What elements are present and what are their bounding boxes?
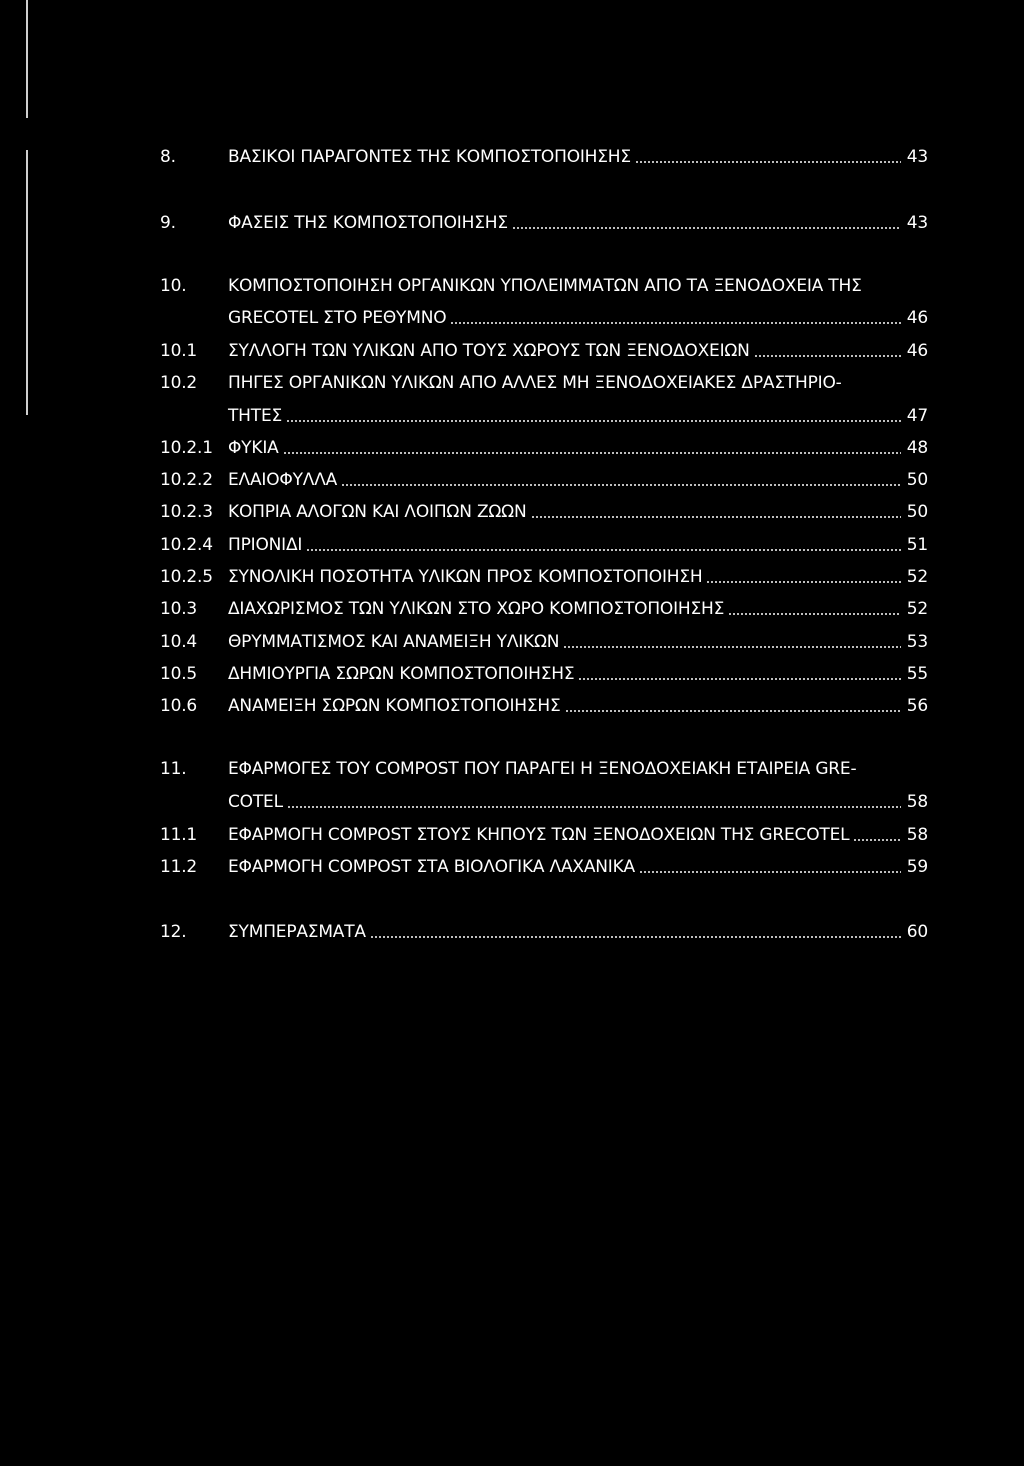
margin-line-middle <box>26 150 28 415</box>
toc-title-line1: ΕΦΑΡΜΟΓΕΣ ΤΟΥ COMPOST ΠΟΥ ΠΑΡΑΓΕΙ Η ΞΕΝΟΔΟΧΕΙΑΚΗ ΕΤΑΙΡΕΙΑ GRE- <box>228 759 857 779</box>
toc-number: 10.4 <box>160 632 198 652</box>
toc-title-line1: ΚΟΜΠΟΣΤΟΠΟΙΗΣΗ ΟΡΓΑΝΙΚΩΝ ΥΠΟΛΕΙΜΜΑΤΩΝ ΑΠΟ ΤΑ ΞΕΝΟΔΟΧΕΙΑ ΤΗΣ <box>228 276 862 296</box>
toc-page: 43 <box>906 213 928 233</box>
toc-entry-10-2-4[interactable] <box>160 531 928 559</box>
toc-number: 10.2.4 <box>160 535 213 555</box>
toc-title: ΦΥΚΙΑ <box>228 438 279 458</box>
toc-title: ΘΡΥΜΜΑΤΙΣΜΟΣ ΚΑΙ ΑΝΑΜΕΙΞΗ ΥΛΙΚΩΝ <box>228 632 560 652</box>
toc-page: 56 <box>906 696 928 716</box>
toc-entry-10-cont[interactable] <box>160 304 928 332</box>
dot-leader <box>370 936 901 938</box>
toc-number: 8. <box>160 147 176 167</box>
dot-leader <box>853 839 901 841</box>
toc-number: 10.2.3 <box>160 502 213 522</box>
toc-entry-8[interactable] <box>160 143 928 171</box>
toc-number: 9. <box>160 213 176 233</box>
toc-entry-11-2[interactable] <box>160 853 928 881</box>
toc-page: 52 <box>906 567 928 587</box>
toc-title: ΕΦΑΡΜΟΓΗ COMPOST ΣΤΑ ΒΙΟΛΟΓΙΚΑ ΛΑΧΑΝΙΚΑ <box>228 857 635 877</box>
toc-number: 12. <box>160 922 187 942</box>
toc-page: 60 <box>906 922 928 942</box>
dot-leader <box>286 420 901 422</box>
toc-title: ΣΥΜΠΕΡΑΣΜΑΤΑ <box>228 922 366 942</box>
toc-page: 51 <box>906 535 928 555</box>
toc-entry-10-2[interactable] <box>160 369 928 397</box>
toc-number: 10.2.2 <box>160 470 213 490</box>
toc-entry-9[interactable] <box>160 209 928 237</box>
toc-page: 46 <box>906 308 928 328</box>
toc-page: 58 <box>906 792 928 812</box>
toc-number: 10. <box>160 276 187 296</box>
toc-title-line1: ΠΗΓΕΣ ΟΡΓΑΝΙΚΩΝ ΥΛΙΚΩΝ ΑΠΟ ΑΛΛΕΣ ΜΗ ΞΕΝΟΔΟΧΕΙΑΚΕΣ ΔΡΑΣΤΗΡΙΟ- <box>228 373 842 393</box>
toc-title-line2: ΤΗΤΕΣ <box>228 406 283 426</box>
toc-title: ΕΦΑΡΜΟΓΗ COMPOST ΣΤΟΥΣ ΚΗΠΟΥΣ ΤΩΝ ΞΕΝΟΔΟΧΕΙΩΝ ΤΗΣ GRECOTEL <box>228 825 850 845</box>
toc-entry-10-2-2[interactable] <box>160 466 928 494</box>
toc-entry-11-cont[interactable] <box>160 788 928 816</box>
toc-entry-10-2-3[interactable] <box>160 498 928 526</box>
toc-page: 53 <box>906 632 928 652</box>
toc-entry-10-3[interactable] <box>160 595 928 623</box>
dot-leader <box>728 613 901 615</box>
toc-entry-10-5[interactable] <box>160 660 928 688</box>
dot-leader <box>635 161 901 163</box>
toc-page: 59 <box>906 857 928 877</box>
toc-title: ΦΑΣΕΙΣ ΤΗΣ ΚΟΜΠΟΣΤΟΠΟΙΗΣΗΣ <box>228 213 508 233</box>
dot-leader <box>341 484 901 486</box>
dot-leader <box>706 581 901 583</box>
toc-entry-10-2-cont[interactable] <box>160 402 928 430</box>
toc-entry-10-2-1[interactable] <box>160 434 928 462</box>
toc-number: 10.2.5 <box>160 567 213 587</box>
toc-title: ΣΥΛΛΟΓΗ ΤΩΝ ΥΛΙΚΩΝ ΑΠΟ ΤΟΥΣ ΧΩΡΟΥΣ ΤΩΝ ΞΕΝΟΔΟΧΕΙΩΝ <box>228 341 750 361</box>
toc-entry-10-1[interactable] <box>160 337 928 365</box>
toc-number: 10.2 <box>160 373 198 393</box>
toc-number: 11. <box>160 759 187 779</box>
dot-leader <box>531 516 902 518</box>
toc-number: 11.1 <box>160 825 198 845</box>
dot-leader <box>306 549 901 551</box>
toc-title: ΒΑΣΙΚΟΙ ΠΑΡΑΓΟΝΤΕΣ ΤΗΣ ΚΟΜΠΟΣΤΟΠΟΙΗΣΗΣ <box>228 147 631 167</box>
dot-leader <box>639 871 901 873</box>
toc-page: 46 <box>906 341 928 361</box>
toc-page: 47 <box>906 406 928 426</box>
toc-entry-12[interactable] <box>160 918 928 946</box>
toc-number: 10.3 <box>160 599 198 619</box>
toc-entry-11[interactable] <box>160 755 928 783</box>
dot-leader <box>578 678 901 680</box>
toc-number: 10.2.1 <box>160 438 213 458</box>
toc-entry-10-6[interactable] <box>160 692 928 720</box>
toc-number: 11.2 <box>160 857 198 877</box>
toc-page: 55 <box>906 664 928 684</box>
toc-entry-10-4[interactable] <box>160 628 928 656</box>
margin-line-top <box>26 0 28 118</box>
toc-title: ΚΟΠΡΙΑ ΑΛΟΓΩΝ ΚΑΙ ΛΟΙΠΩΝ ΖΩΩΝ <box>228 502 527 522</box>
toc-page: 50 <box>906 502 928 522</box>
toc-entry-10-2-5[interactable] <box>160 563 928 591</box>
toc-entry-10[interactable] <box>160 272 928 300</box>
toc-number: 10.1 <box>160 341 198 361</box>
toc-page: 43 <box>906 147 928 167</box>
dot-leader <box>754 355 901 357</box>
toc-page: 50 <box>906 470 928 490</box>
toc-title: ΣΥΝΟΛΙΚΗ ΠΟΣΟΤΗΤΑ ΥΛΙΚΩΝ ΠΡΟΣ ΚΟΜΠΟΣΤΟΠΟΙΗΣΗ <box>228 567 703 587</box>
toc-title: ΔΙΑΧΩΡΙΣΜΟΣ ΤΩΝ ΥΛΙΚΩΝ ΣΤΟ ΧΩΡΟ ΚΟΜΠΟΣΤΟΠΟΙΗΣΗΣ <box>228 599 725 619</box>
toc-number: 10.5 <box>160 664 198 684</box>
dot-leader <box>287 806 901 808</box>
toc-title: ΔΗΜΙΟΥΡΓΙΑ ΣΩΡΩΝ ΚΟΜΠΟΣΤΟΠΟΙΗΣΗΣ <box>228 664 575 684</box>
toc-title-line2: GRECOTEL ΣΤΟ ΡΕΘΥΜΝΟ <box>228 308 447 328</box>
toc-page: 48 <box>906 438 928 458</box>
toc-title: ΑΝΑΜΕΙΞΗ ΣΩΡΩΝ ΚΟΜΠΟΣΤΟΠΟΙΗΣΗΣ <box>228 696 561 716</box>
toc-title-line2: COTEL <box>228 792 283 812</box>
dot-leader <box>283 452 901 454</box>
toc-page: 52 <box>906 599 928 619</box>
toc-number: 10.6 <box>160 696 198 716</box>
dot-leader <box>450 322 901 324</box>
dot-leader <box>563 646 901 648</box>
toc-title: ΠΡΙΟΝΙΔΙ <box>228 535 303 555</box>
dot-leader <box>512 227 901 229</box>
toc-entry-11-1[interactable] <box>160 821 928 849</box>
dot-leader <box>565 710 901 712</box>
toc-title: ΕΛΑΙΟΦΥΛΛΑ <box>228 470 338 490</box>
toc-page: 58 <box>906 825 928 845</box>
